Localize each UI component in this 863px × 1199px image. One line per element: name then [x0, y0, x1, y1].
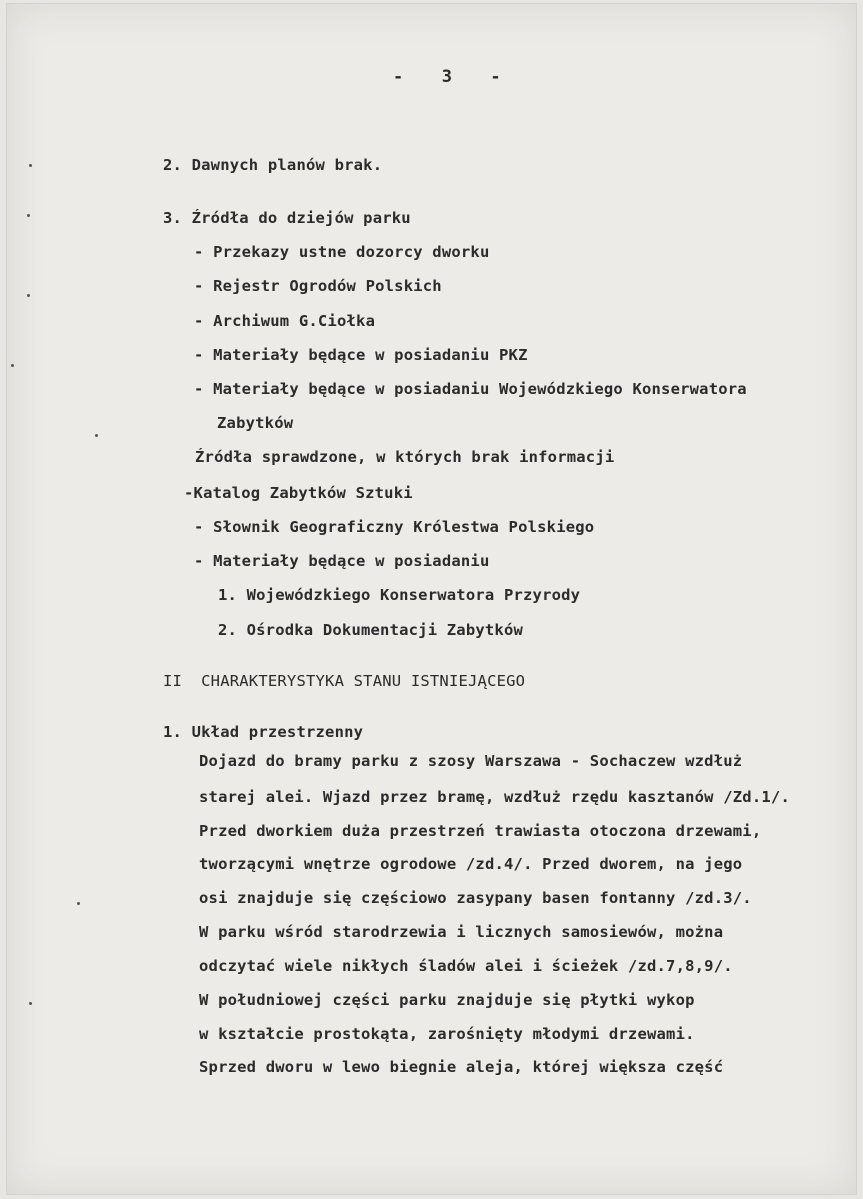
text-line: W parku wśród starodrzewia i licznych samosiewów, można — [199, 923, 724, 941]
text-line: starej alei. Wjazd przez bramę, wzdłuż rzędu kasztanów /Zd.1/. — [199, 788, 790, 806]
scan-speck — [77, 902, 80, 905]
scan-speck — [11, 364, 14, 367]
text-line: Dojazd do bramy parku z szosy Warszawa - Sochaczew wzdłuż — [199, 752, 743, 770]
text-line: 2. Dawnych planów brak. — [163, 156, 383, 174]
page-number: - 3 - — [393, 67, 507, 87]
text-line: - Materiały będące w posiadaniu PKZ — [194, 346, 528, 364]
scan-speck — [27, 294, 30, 297]
text-line: tworzącymi wnętrze ogrodowe /zd.4/. Przed dworem, na jego — [199, 855, 743, 873]
text-line: Sprzed dworu w lewo biegnie aleja, której większa część — [199, 1058, 724, 1076]
text-line: - Archiwum G.Ciołka — [194, 312, 376, 330]
text-line: - Rejestr Ogrodów Polskich — [194, 277, 442, 295]
scan-speck — [29, 164, 32, 167]
text-line: 2. Ośrodka Dokumentacji Zabytków — [218, 621, 524, 639]
text-line: Zabytków — [217, 414, 294, 432]
text-line: - Słownik Geograficzny Królestwa Polskiego — [194, 518, 595, 536]
text-line: W południowej części parku znajduje się płytki wykop — [199, 991, 695, 1009]
text-line: - Materiały będące w posiadaniu Wojewódzkiego Konserwatora — [194, 380, 747, 398]
scan-speck — [95, 434, 98, 437]
text-line: 1. Układ przestrzenny — [163, 723, 364, 741]
document-page — [6, 3, 857, 1195]
scan-speck — [27, 214, 30, 217]
text-line: 1. Wojewódzkiego Konserwatora Przyrody — [218, 586, 581, 604]
text-line: - Materiały będące w posiadaniu — [194, 552, 490, 570]
text-line: 3. Źródła do dziejów parku — [163, 209, 411, 227]
scan-speck — [29, 1002, 32, 1005]
text-line: w kształcie prostokąta, zarośnięty młodymi drzewami. — [199, 1025, 695, 1043]
text-line: Przed dworkiem duża przestrzeń trawiasta otoczona drzewami, — [199, 822, 762, 840]
text-line: -Katalog Zabytków Sztuki — [184, 484, 413, 502]
text-line: Źródła sprawdzone, w których brak informacji — [195, 448, 615, 466]
text-line: - Przekazy ustne dozorcy dworku — [194, 243, 490, 261]
section-heading: II CHARAKTERYSTYKA STANU ISTNIEJĄCEGO — [163, 672, 526, 690]
text-line: odczytać wiele nikłych śladów alei i ścieżek /zd.7,8,9/. — [199, 957, 733, 975]
text-line: osi znajduje się częściowo zasypany basen fontanny /zd.3/. — [199, 889, 752, 907]
